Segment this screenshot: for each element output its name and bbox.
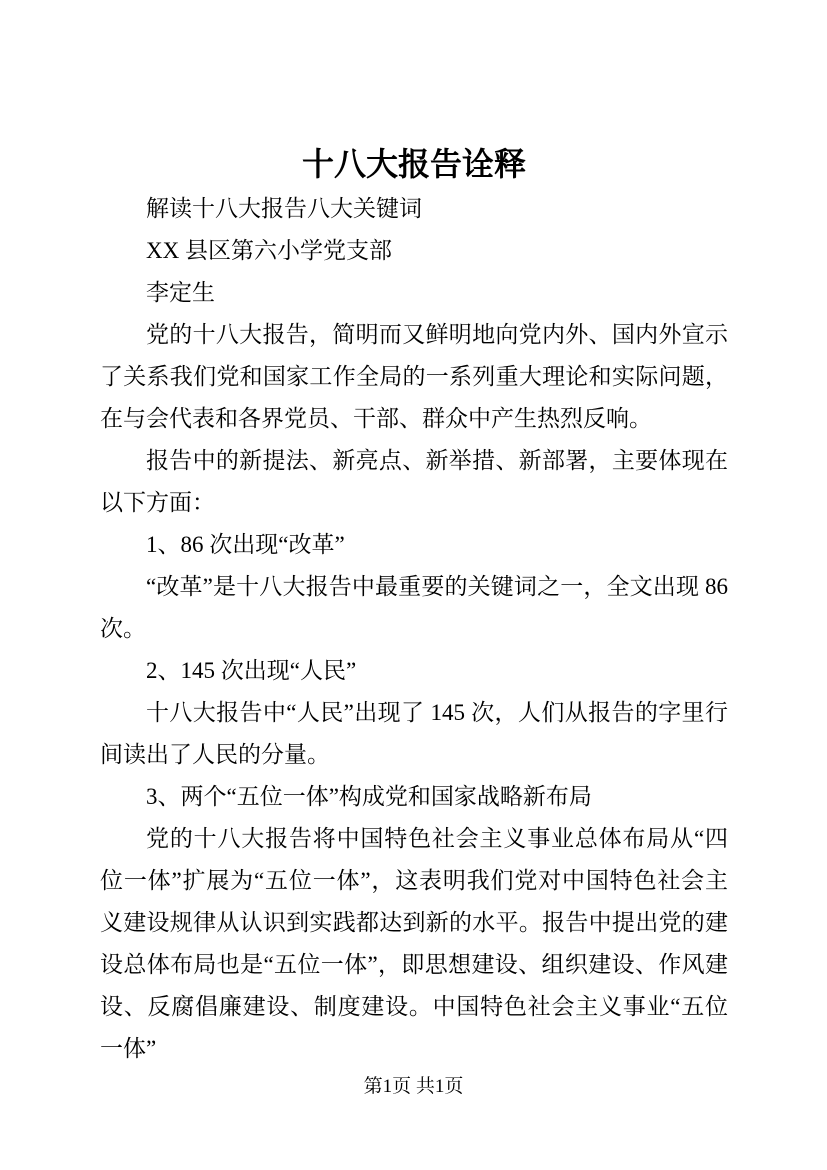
paragraph-organization: XX 县区第六小学党支部 — [146, 238, 392, 263]
paragraph-overview: 报告中的新提法、新亮点、新举措、新部署，主要体现在以下方面： — [100, 448, 728, 515]
paragraph-point-2-body: 十八大报告中“人民”出现了 145 次，人们从报告的字里行间读出了人民的分量。 — [100, 700, 728, 767]
paragraph-point-3-heading: 3、两个“五位一体”构成党和国家战略新布局 — [146, 784, 592, 809]
page-footer — [0, 1072, 827, 1102]
page-number-label: 第1页 共1页 — [363, 1076, 464, 1097]
paragraph-subtitle: 解读十八大报告八大关键词 — [146, 196, 422, 221]
paragraph-point-2-heading: 2、145 次出现“人民” — [146, 658, 357, 683]
paragraph-intro: 党的十八大报告，简明而又鲜明地向党内外、国内外宣示了关系我们党和国家工作全局的一系列重大理论和实际问题，在与会代表和各界党员、干部、群众中产生热烈反响。 — [100, 322, 728, 431]
document-body — [100, 140, 728, 1070]
paragraph-point-1-heading: 1、86 次出现“改革” — [146, 532, 345, 557]
paragraph-point-1-body: “改革”是十八大报告中最重要的关键词之一，全文出现 86 次。 — [100, 574, 728, 641]
document-title: 十八大报告诠释 — [301, 146, 526, 182]
paragraph-author: 李定生 — [146, 280, 215, 305]
paragraph-point-3-body: 党的十八大报告将中国特色社会主义事业总体布局从“四位一体”扩展为“五位一体”，这表明我们党对中国特色社会主义建设规律从认识到实践都达到新的水平。报告中提出党的建设总体布局也是“五位一体”，即思想建设、组织建设、作风建设、反腐倡廉建设、制度建设。中国特色社会主义事业“五位一体” — [100, 826, 728, 1061]
